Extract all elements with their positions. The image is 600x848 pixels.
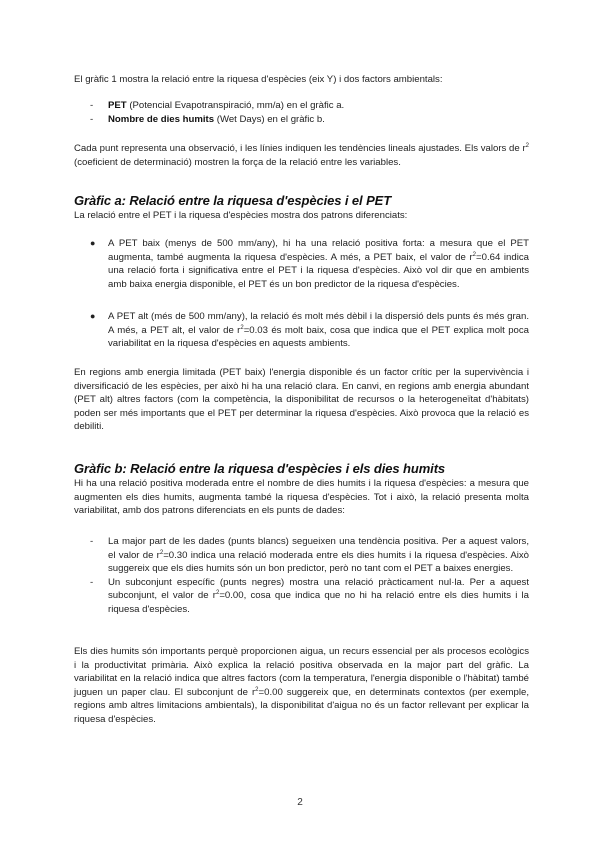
bullet-marker: ●: [90, 238, 96, 248]
list-item: ● A PET baix (menys de 500 mm/any), hi ha una relació positiva forta: a mesura que el PET augmenta, també augmenta la riquesa d'espècies. A més, a PET baix, el valor de $r^2=0.64$ indica una relació forta i significativa entre el PET i la riquesa d'espècies. Això vol dir que en ambients amb baixa energia disponible, el PET és un bon predictor de la riquesa d'espècies.: [90, 238, 529, 290]
section-a-bullets: [74, 237, 529, 291]
dash-marker: -: [90, 536, 94, 547]
dash-marker: -: [90, 100, 94, 111]
section-b-heading: Gràfic b: Relació entre la riquesa d'espècies i els dies humits: [74, 461, 446, 476]
section-b-closing: Els dies humits són importants perquè proporcionen aigua, un recurs essencial per als procesos ecològics i la productivitat primària. Això explica la relació positiva observada en la major part del gràfic. La variabilitat en la relació indica que altres factors (com la temperatura, l'energia disponible o l'hàbitat) també juguen un paper clau. El subconjunt de $r^2=0.00$ suggereix que, en determinats contextos (per exemple, regions amb altres limitacions ambientals), la disponibilitat d'aigua no és un factor rellevant per explicar la riquesa d'espècies.: [74, 646, 529, 725]
dash-marker: -: [90, 576, 94, 588]
section-a-bullets-2: [74, 310, 529, 351]
explanation-paragraph: Cada punt representa una observació, i les línies indiquen les tendències lineals ajustades. Els valors de $r^2$ (coeficient de determinació) mostren la força de la relació entre les variables.: [74, 142, 529, 168]
dash-marker: -: [90, 113, 94, 125]
list-item: ● A PET alt (més de 500 mm/any), la relació és molt més dèbil i la dispersió dels punts és més gran. A més, a PET alt, el valor de $r^2=0.03$ és molt baix, cosa que indica que el PET explica molt poca variabilitat en la riquesa d'espècies en aquests ambients.: [90, 311, 530, 350]
intro-paragraph: El gràfic 1 mostra la relació entre la riquesa d'espècies (eix Y) i dos factors ambientals:: [74, 74, 443, 85]
factor-list: [74, 99, 529, 126]
section-b-lead: Hi ha una relació positiva moderada entre el nombre de dies humits i la riquesa d'espècies: a mesura que augmenten els dies humits, augmenta també la riquesa d'espècies. Tot i això, la relació presenta molta variabilitat, amb dos patrons diferenciats en els punts de dades:: [74, 478, 529, 517]
list-item: - Nombre de dies humits (Wet Days) en el gràfic b.: [90, 113, 325, 125]
list-item: - Un subconjunt específic (punts negres) mostra una relació pràcticament nul·la. Per a aquest subconjunt, el valor de $r^2=0.00$, cosa que indica que no hi ha relació entre els dies humits i la riquesa d'espècies.: [90, 576, 529, 615]
section-a-closing: En regions amb energia limitada (PET baix) l'energia disponible és un factor crític per la supervivència i diversificació de les espècies, per això hi ha una relació clara. En canvi, en regions amb energia abundant (PET alt) altres factors (com la competència, la disponibilitat de recursos o la heterogeneïtat d'hàbitats) poden ser més importants que el PET per determinar la riquesa d'espècies. Això provoca que la relació es debiliti.: [74, 367, 529, 433]
section-a-lead: La relació entre el PET i la riquesa d'espècies mostra dos patrons diferenciats:: [74, 210, 408, 221]
section-b-items: [74, 535, 529, 617]
page-number: 2: [297, 797, 303, 808]
section-a-heading: Gràfic a: Relació entre la riquesa d'espècies i el PET: [74, 193, 392, 208]
list-item: - La major part de les dades (punts blancs) segueixen una tendència positiva. Per a aquest valors, el valor de $r^2=0.30$ indica una relació moderada entre els dies humits i la riquesa d'espècies. Això suggereix que els dies humits són un bon predictor, però no tant com el PET a baixes energies.: [90, 536, 530, 575]
list-item: - PET (Potencial Evapotranspiració, mm/a) en el gràfic a.: [90, 100, 345, 111]
bullet-marker: ●: [90, 311, 96, 321]
